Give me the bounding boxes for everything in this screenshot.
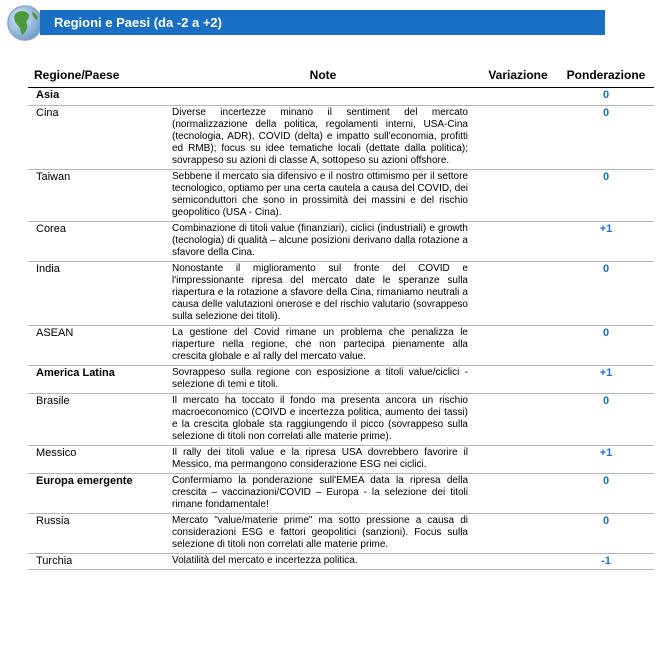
region-name: ASEAN [28, 326, 168, 366]
region-note: Nonostante il miglioramento sul fronte del COVID e l'impressionante ripresa del mercato date le speranze sulla riapertura e la rotazione a sfavore della Cina, rimaniamo neutrali a causa delle valutazioni onerose e del rischio valutario (sovrappeso sulla selezione dei titoli). [168, 262, 478, 326]
globe-icon [6, 4, 44, 42]
region-note: Il mercato ha toccato il fondo ma presenta ancora un rischio macroeconomico (COIVD e incertezza politica, aumento dei tassi) e la crescita globale sta raggiungendo il picco (sovrappeso sulla selezione di titoli non correlati alle materie prime). [168, 394, 478, 446]
region-weight: -1 [558, 554, 654, 570]
region-weight: +1 [558, 446, 654, 474]
region-note: Sovrappeso sulla regione con esposizione a titoli value/ciclici - selezione di temi e titoli. [168, 366, 478, 394]
table-row [28, 446, 654, 474]
column-header-region: Regione/Paese [28, 68, 168, 88]
table-row [28, 474, 654, 514]
region-variation [478, 170, 558, 222]
column-header-note: Note [168, 68, 478, 88]
region-note: Mercato "value/materie prime" ma sotto pressione a causa di considerazioni ESG e fattori geopolitici (sanzioni). Focus sulla selezione di titoli non correlati alle materie prime. [168, 514, 478, 554]
region-variation [478, 262, 558, 326]
column-header-weight: Ponderazione [558, 68, 654, 88]
region-weight: 0 [558, 394, 654, 446]
region-weight: 0 [558, 262, 654, 326]
table-row [28, 262, 654, 326]
region-variation [478, 446, 558, 474]
region-name: Taiwan [28, 170, 168, 222]
region-variation [478, 474, 558, 514]
region-weight: 0 [558, 326, 654, 366]
region-variation [478, 514, 558, 554]
regions-table [28, 68, 654, 570]
region-variation [478, 326, 558, 366]
region-variation [478, 366, 558, 394]
region-name: Brasile [28, 394, 168, 446]
table-header-row [28, 68, 654, 88]
region-variation [478, 222, 558, 262]
region-weight: 0 [558, 474, 654, 514]
region-note: Confermiamo la ponderazione sull'EMEA data la ripresa della crescita – vaccinazioni/COVID – Europa - la selezione dei titoli rimane fondamentale! [168, 474, 478, 514]
region-name: Europa emergente [28, 474, 168, 514]
section-title-bar [40, 10, 605, 35]
region-name: America Latina [28, 366, 168, 394]
region-note: Combinazione di titoli value (finanziari), ciclici (industriali) e growth (tecnologia) di qualità – alcune posizioni derivano dalla rotazione a sfavore della Cina. [168, 222, 478, 262]
region-name: Russia [28, 514, 168, 554]
region-name: Messico [28, 446, 168, 474]
region-name: Turchia [28, 554, 168, 570]
region-variation [478, 88, 558, 106]
table-row [28, 326, 654, 366]
region-name: Corea [28, 222, 168, 262]
region-note: Sebbene il mercato sia difensivo e il nostro ottimismo per il settore tecnologico, optiamo per una certa cautela a causa del COVID, dei semiconduttori che sono in prossimità dei massini e del rischio geopolitico (USA - Cina). [168, 170, 478, 222]
table-row [28, 222, 654, 262]
table-row [28, 554, 654, 570]
region-name: Cina [28, 106, 168, 170]
region-name: India [28, 262, 168, 326]
region-variation [478, 554, 558, 570]
table-row [28, 366, 654, 394]
column-header-variation: Variazione [478, 68, 558, 88]
region-weight: 0 [558, 170, 654, 222]
region-weight: 0 [558, 514, 654, 554]
table-row [28, 88, 654, 106]
table-row [28, 394, 654, 446]
region-variation [478, 106, 558, 170]
region-note: Diverse incertezze minano il sentiment del mercato (normalizzazione della politica, regolamenti interni, USA-Cina (tecnologia, ADR), COVID (delta) e impatto sull'economia, profitti ed RMB); focus su idee tematiche locali (dettate dalla politica); sovrappeso su azioni di classe A, sottopeso su azioni offshore. [168, 106, 478, 170]
region-name: Asia [28, 88, 168, 106]
region-note: La gestione del Covid rimane un problema che penalizza le riaperture nella regione, che non partecipa pienamente alla crescita globale e al rally del mercato value. [168, 326, 478, 366]
region-weight: 0 [558, 106, 654, 170]
table-row [28, 106, 654, 170]
region-weight: +1 [558, 222, 654, 262]
region-note [168, 88, 478, 106]
region-note: Il rally dei titoli value e la ripresa USA dovrebbero favorire il Messico, ma permangono considerazione ESG nei ciclici. [168, 446, 478, 474]
table-row [28, 170, 654, 222]
region-note: Volatilità del mercato e incertezza politica. [168, 554, 478, 570]
region-weight: +1 [558, 366, 654, 394]
section-title: Regioni e Paesi (da -2 a +2) [54, 15, 222, 30]
region-variation [478, 394, 558, 446]
table-row [28, 514, 654, 554]
region-weight: 0 [558, 88, 654, 106]
